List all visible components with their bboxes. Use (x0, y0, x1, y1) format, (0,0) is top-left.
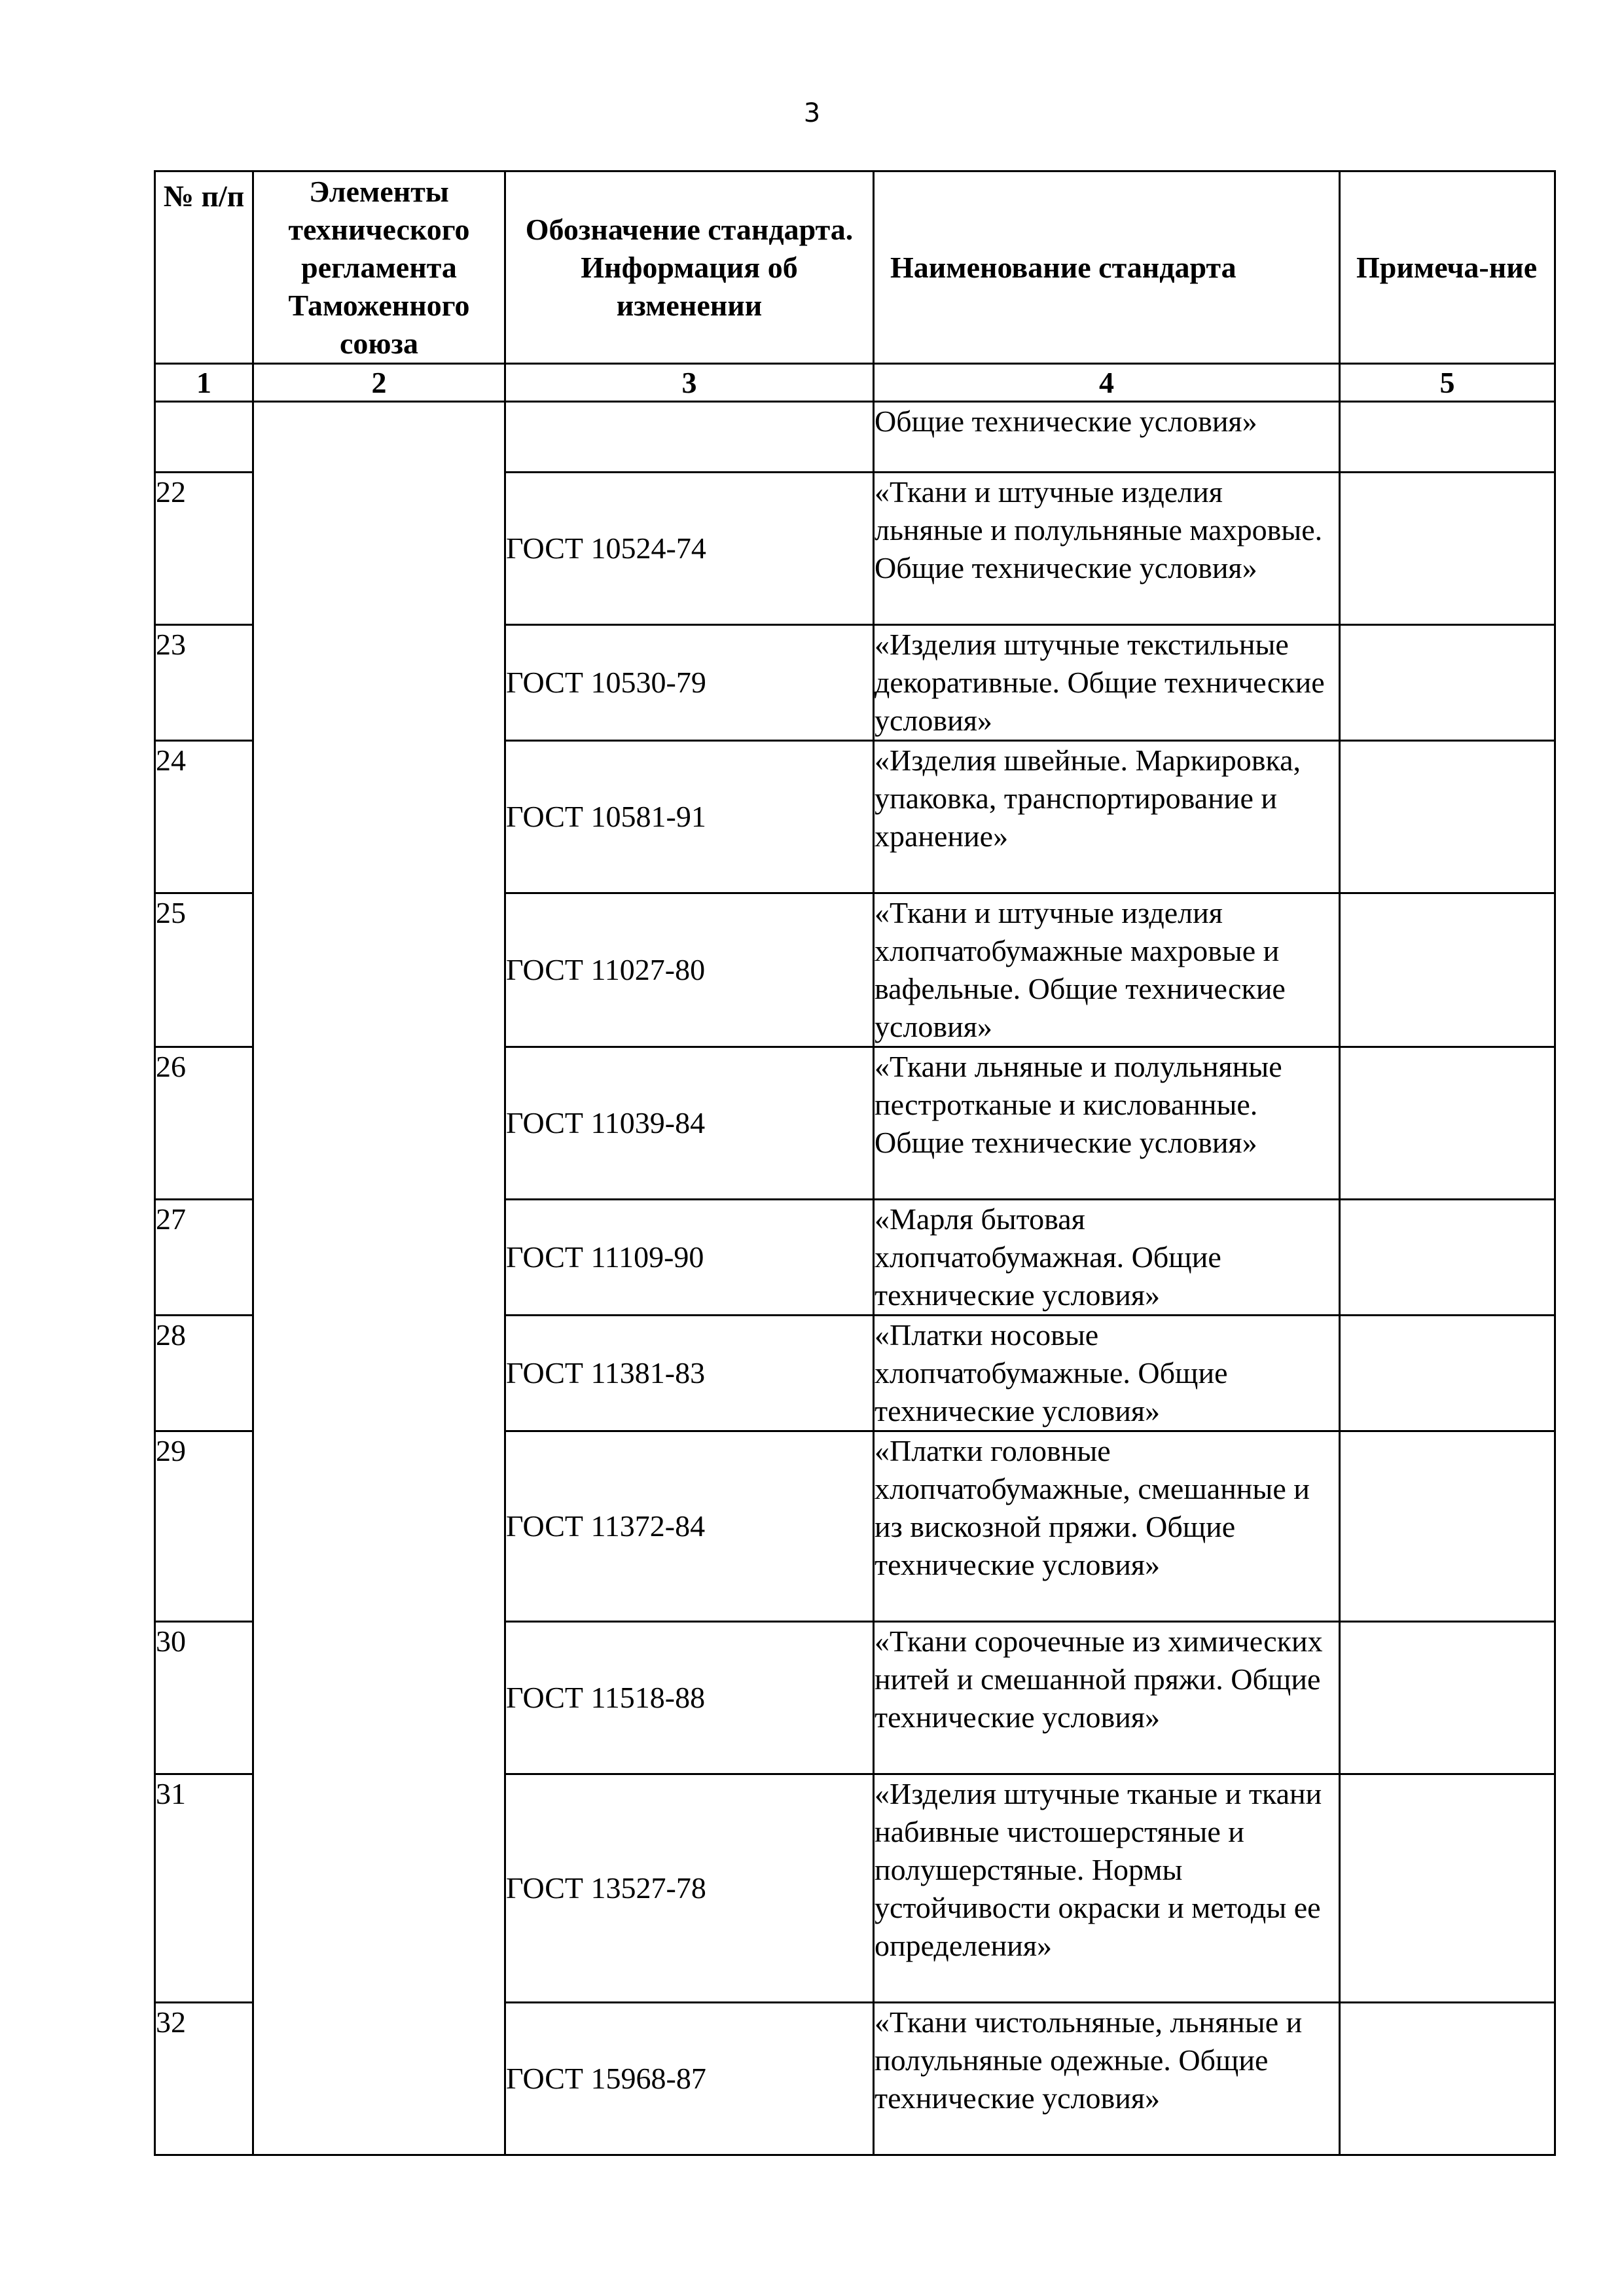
standard-name: «Изделия швейные. Маркировка, упаковка, транспортирование и хранение» (874, 741, 1340, 893)
row-number: 26 (155, 1047, 253, 1200)
standard-name: «Платки головные хлопчатобумажные, смешанные и из вискозной пряжи. Общие технические условия» (874, 1431, 1340, 1622)
column-numbers-row (155, 364, 1555, 402)
header-elements: Элементы технического регламента Таможенного союза (253, 171, 505, 364)
standards-table (154, 170, 1556, 2156)
note-cell (1340, 1431, 1555, 1622)
row-number: 30 (155, 1622, 253, 1774)
row-number: 31 (155, 1774, 253, 2003)
row-number: 32 (155, 2003, 253, 2155)
note-cell (1340, 893, 1555, 1047)
standard-name: «Изделия штучные тканые и ткани набивные чистошерстяные и полушерстяные. Нормы устойчивости окраски и методы ее определения» (874, 1774, 1340, 2003)
page-number: 3 (803, 98, 821, 128)
note-cell (1340, 1622, 1555, 1774)
column-number: 1 (155, 364, 253, 402)
note-cell (1340, 741, 1555, 893)
note-cell (1340, 2003, 1555, 2155)
note-cell (1340, 1774, 1555, 2003)
gost-designation: ГОСТ 10581-91 (505, 741, 874, 893)
header-number: № п/п (155, 171, 253, 364)
note-cell (1340, 1047, 1555, 1200)
standard-name: «Ткани чистольняные, льняные и полульняные одежные. Общие технические условия» (874, 2003, 1340, 2155)
row-number (155, 402, 253, 473)
note-cell (1340, 1316, 1555, 1431)
table-header-row (155, 171, 1555, 364)
gost-designation: ГОСТ 10524-74 (505, 473, 874, 625)
standard-name: «Ткани и штучные изделия льняные и полульняные махровые. Общие технические условия» (874, 473, 1340, 625)
standard-name: «Ткани льняные и полульняные пестротканые и кислованные. Общие технические условия» (874, 1047, 1340, 1200)
header-note: Примеча-ние (1340, 171, 1555, 364)
standard-name: «Ткани сорочечные из химических нитей и смешанной пряжи. Общие технические условия» (874, 1622, 1340, 1774)
standard-name: Общие технические условия» (874, 402, 1340, 473)
gost-designation: ГОСТ 13527-78 (505, 1774, 874, 2003)
note-cell (1340, 473, 1555, 625)
table-row (155, 402, 1555, 473)
row-number: 22 (155, 473, 253, 625)
header-name: Наименование стандарта (874, 171, 1340, 364)
gost-designation: ГОСТ 11372-84 (505, 1431, 874, 1622)
gost-designation: ГОСТ 11109-90 (505, 1200, 874, 1316)
header-designation: Обозначение стандарта. Информация об изменении (505, 171, 874, 364)
gost-designation: ГОСТ 11027-80 (505, 893, 874, 1047)
row-number: 25 (155, 893, 253, 1047)
gost-designation: ГОСТ 11381-83 (505, 1316, 874, 1431)
standard-name: «Марля бытовая хлопчатобумажная. Общие технические условия» (874, 1200, 1340, 1316)
standard-name: «Платки носовые хлопчатобумажные. Общие технические условия» (874, 1316, 1340, 1431)
standard-name: «Изделия штучные текстильные декоративные. Общие технические условия» (874, 625, 1340, 741)
row-number: 27 (155, 1200, 253, 1316)
gost-designation: ГОСТ 11518-88 (505, 1622, 874, 1774)
standard-name: «Ткани и штучные изделия хлопчатобумажные махровые и вафельные. Общие технические условия» (874, 893, 1340, 1047)
column-number: 2 (253, 364, 505, 402)
gost-designation (505, 402, 874, 473)
row-number: 24 (155, 741, 253, 893)
gost-designation: ГОСТ 15968-87 (505, 2003, 874, 2155)
column-number: 4 (874, 364, 1340, 402)
note-cell (1340, 625, 1555, 741)
note-cell (1340, 402, 1555, 473)
column-number: 3 (505, 364, 874, 402)
column-number: 5 (1340, 364, 1555, 402)
gost-designation: ГОСТ 11039-84 (505, 1047, 874, 1200)
row-number: 28 (155, 1316, 253, 1431)
gost-designation: ГОСТ 10530-79 (505, 625, 874, 741)
row-number: 23 (155, 625, 253, 741)
row-number: 29 (155, 1431, 253, 1622)
note-cell (1340, 1200, 1555, 1316)
elements-cell (253, 402, 505, 2155)
